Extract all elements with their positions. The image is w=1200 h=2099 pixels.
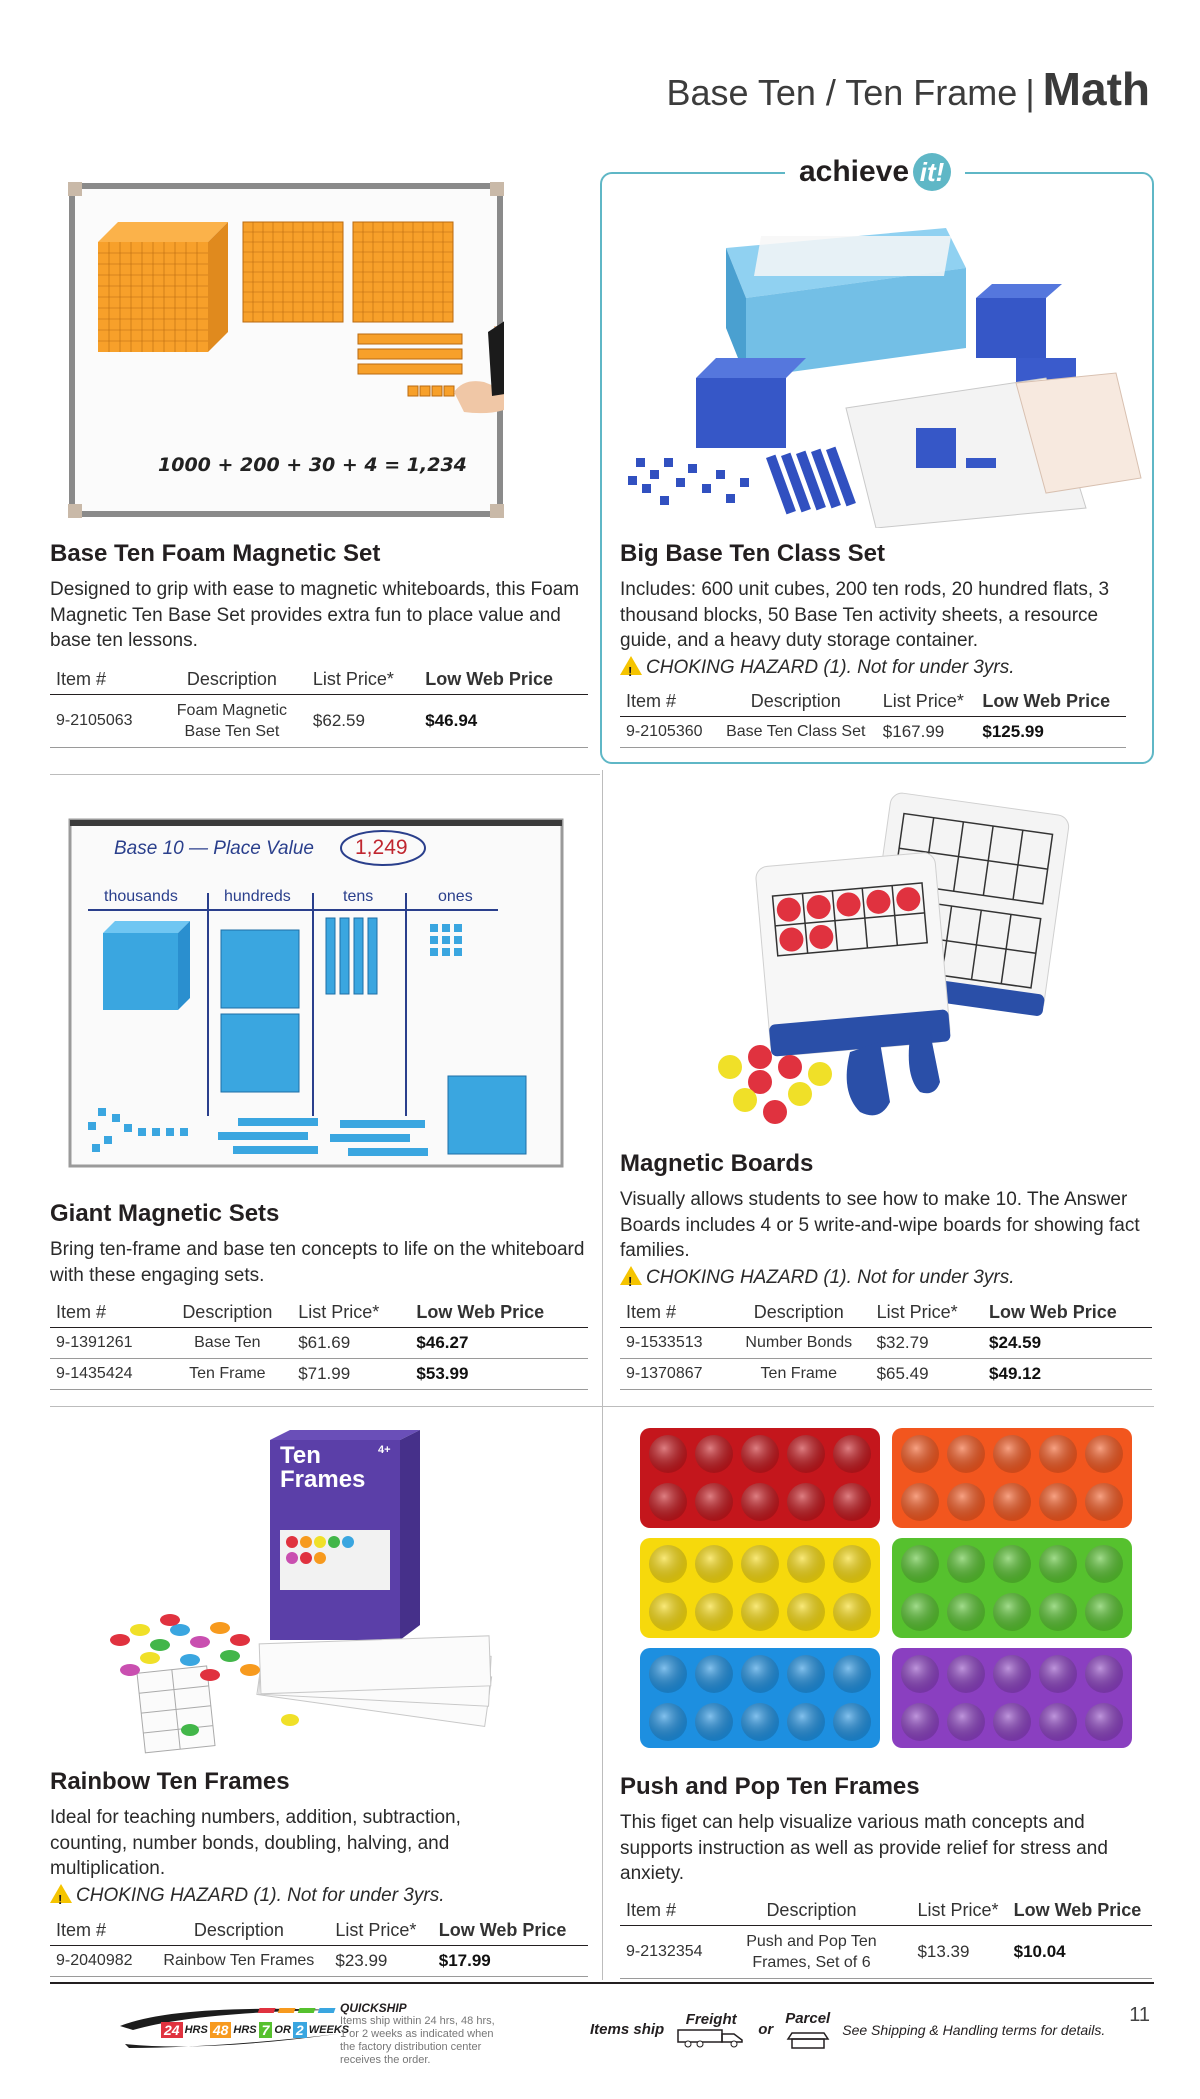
col-list-price: List Price* xyxy=(871,1298,983,1328)
badge-or: OR xyxy=(274,2024,291,2036)
product-description xyxy=(620,1187,1150,1290)
grid-divider-row2 xyxy=(50,1406,1154,1407)
list-price: $65.49 xyxy=(871,1359,983,1390)
product-image-push-pop xyxy=(636,1424,1136,1754)
product-title: Rainbow Ten Frames xyxy=(50,1768,290,1795)
choking-hazard-text: CHOKING HAZARD (1). Not for under 3yrs. xyxy=(646,1266,1015,1288)
product-price-table xyxy=(50,665,588,748)
col-item: Item # xyxy=(50,1298,163,1328)
product-title: Push and Pop Ten Frames xyxy=(620,1773,920,1800)
item-number: 9-2040982 xyxy=(50,1946,148,1977)
product-title: Base Ten Foam Magnetic Set xyxy=(50,540,381,567)
warning-icon xyxy=(50,1884,72,1903)
table-row xyxy=(50,1328,588,1359)
quickship-note-text: Items ship within 24 hrs, 48 hrs, 1 or 2 weeks as indicated when the factory distribution center receives the order. xyxy=(340,2015,495,2066)
table-row xyxy=(620,1926,1152,1979)
web-price: $125.99 xyxy=(976,717,1126,748)
col-description: Description xyxy=(715,687,877,717)
product-description: Bring ten-frame and base ten concepts to life on the whiteboard with these engaging sets. xyxy=(50,1239,585,1286)
col-label-thousands: thousands xyxy=(104,888,178,905)
col-label-ones: ones xyxy=(438,888,473,905)
quickship-title: QUICKSHIP xyxy=(340,2001,407,2015)
list-price: $62.59 xyxy=(307,695,419,748)
grid-divider-row1 xyxy=(50,774,600,775)
web-price: $49.12 xyxy=(983,1359,1152,1390)
grid-divider-vertical xyxy=(602,770,603,1980)
table-row xyxy=(50,695,588,748)
quickship-badges xyxy=(161,2022,349,2038)
col-list-price: List Price* xyxy=(307,665,419,695)
item-description: Base Ten Class Set xyxy=(715,717,877,748)
web-price: $17.99 xyxy=(433,1946,588,1977)
description-text: Includes: 600 unit cubes, 200 ten rods, 20 hundred flats, 3 thousand blocks, 50 Base Ten activity sheets, a resource guide, and a heavy duty storage container. xyxy=(620,579,1110,651)
table-row xyxy=(50,1359,588,1390)
product-description: Designed to grip with ease to magnetic whiteboards, this Foam Magnetic Ten Base Set provides extra fun to place value and base ten lessons. xyxy=(50,579,580,651)
web-price: $24.59 xyxy=(983,1328,1152,1359)
product-price-table xyxy=(620,1298,1152,1390)
product-description xyxy=(50,1805,520,1908)
web-price: $10.04 xyxy=(1008,1926,1152,1979)
badge-24: 24 xyxy=(161,2022,183,2038)
product-image-foam-magnetic xyxy=(68,182,504,518)
col-label-hundreds: hundreds xyxy=(224,888,291,905)
board-heading: Base 10 — Place Value xyxy=(114,838,314,859)
badge-1: 7 xyxy=(259,2022,273,2038)
badge-2: 2 xyxy=(293,2022,307,2038)
col-list-price: List Price* xyxy=(292,1298,410,1328)
place-value-board xyxy=(68,818,564,1168)
item-description: Number Bonds xyxy=(727,1328,871,1359)
web-price: $46.94 xyxy=(419,695,588,748)
achieve-logo-it: it! xyxy=(913,153,951,191)
description-text: Ideal for teaching numbers, addition, subtraction, counting, number bonds, doubling, halving, and multiplication. xyxy=(50,1807,461,1879)
col-list-price: List Price* xyxy=(877,687,977,717)
footer-divider xyxy=(50,1982,1154,1984)
col-description: Description xyxy=(711,1896,911,1926)
item-number: 9-1533513 xyxy=(620,1328,727,1359)
col-low-web-price: Low Web Price xyxy=(433,1916,588,1946)
quickship-note xyxy=(340,2002,500,2067)
col-description: Description xyxy=(727,1298,871,1328)
item-number: 9-2105360 xyxy=(620,717,715,748)
choking-hazard-text: CHOKING HAZARD (1). Not for under 3yrs. xyxy=(646,656,1015,678)
col-description: Description xyxy=(148,1916,329,1946)
col-low-web-price: Low Web Price xyxy=(983,1298,1152,1328)
item-number: 9-1370867 xyxy=(620,1359,727,1390)
badge-24-unit: HRS xyxy=(184,2024,208,2036)
item-number: 9-2105063 xyxy=(50,695,157,748)
truck-icon xyxy=(676,2028,746,2048)
col-item: Item # xyxy=(620,1896,711,1926)
col-low-web-price: Low Web Price xyxy=(976,687,1126,717)
col-list-price: List Price* xyxy=(329,1916,432,1946)
product-price-table xyxy=(50,1916,588,1977)
product-image-magnetic-boards xyxy=(700,782,1100,1132)
table-row xyxy=(620,1328,1152,1359)
col-description: Description xyxy=(163,1298,293,1328)
answer-boards-illustration xyxy=(700,782,1100,1132)
product-price-table xyxy=(620,687,1126,748)
badge-48-unit: HRS xyxy=(233,2024,257,2036)
list-price: $23.99 xyxy=(329,1946,432,1977)
col-low-web-price: Low Web Price xyxy=(1008,1896,1152,1926)
product-title: Giant Magnetic Sets xyxy=(50,1200,280,1227)
box-icon xyxy=(786,2027,830,2049)
board-number: 1,249 xyxy=(355,836,408,859)
table-row xyxy=(620,717,1126,748)
col-description: Description xyxy=(157,665,307,695)
equation-text: 1000 + 200 + 30 + 4 = 1,234 xyxy=(158,454,467,476)
page-header xyxy=(666,62,1150,116)
section-subtitle: Base Ten / Ten Frame xyxy=(666,72,1018,113)
item-description: Base Ten xyxy=(163,1328,293,1359)
list-price: $61.69 xyxy=(292,1328,410,1359)
item-description: Ten Frame xyxy=(163,1359,293,1390)
section-title: Math xyxy=(1042,63,1150,115)
item-number: 9-1435424 xyxy=(50,1359,163,1390)
quickship-logo xyxy=(115,2004,350,2054)
list-price: $71.99 xyxy=(292,1359,410,1390)
box-title: Ten Frames xyxy=(280,1442,366,1493)
item-description: Foam Magnetic Base Ten Set xyxy=(157,695,307,748)
badge-48: 48 xyxy=(210,2022,232,2038)
page-number: 11 xyxy=(1129,2004,1150,2026)
item-number: 9-1391261 xyxy=(50,1328,163,1359)
product-image-class-set xyxy=(616,208,1146,528)
col-item: Item # xyxy=(50,665,157,695)
or-label: or xyxy=(758,2021,774,2038)
choking-hazard-text: CHOKING HAZARD (1). Not for under 3yrs. xyxy=(76,1884,445,1906)
item-description: Rainbow Ten Frames xyxy=(148,1946,329,1977)
web-price: $53.99 xyxy=(410,1359,588,1390)
list-price: $13.39 xyxy=(911,1926,1007,1979)
table-row xyxy=(620,1359,1152,1390)
product-title: Big Base Ten Class Set xyxy=(620,540,885,567)
parcel-label: Parcel xyxy=(785,2010,831,2027)
item-number: 9-2132354 xyxy=(620,1926,711,1979)
product-image-rainbow-frames xyxy=(100,1430,530,1760)
col-list-price: List Price* xyxy=(911,1896,1007,1926)
product-price-table xyxy=(50,1298,588,1390)
warning-icon xyxy=(620,1266,642,1285)
warning-icon xyxy=(620,656,642,675)
shipping-info xyxy=(590,2010,1105,2049)
product-description xyxy=(620,577,1150,680)
item-description: Ten Frame xyxy=(727,1359,871,1390)
col-label-tens: tens xyxy=(343,888,374,905)
list-price: $167.99 xyxy=(877,717,977,748)
shipping-terms: See Shipping & Handling terms for details. xyxy=(842,2021,1106,2038)
list-price: $32.79 xyxy=(871,1328,983,1359)
col-low-web-price: Low Web Price xyxy=(410,1298,588,1328)
freight-truck-icon xyxy=(676,2011,746,2048)
product-description: This figet can help visualize various math concepts and supports instruction as well as provide relief for stress and anxiety. xyxy=(620,1812,1108,1884)
box-age: 4+ xyxy=(378,1444,391,1456)
freight-label: Freight xyxy=(685,2011,737,2028)
badge-weeks: WEEKS xyxy=(308,2024,350,2036)
class-set-illustration xyxy=(616,208,1146,528)
product-price-table xyxy=(620,1896,1152,1979)
achieve-logo-text: achieve xyxy=(798,155,910,188)
product-image-giant-magnetic xyxy=(68,818,564,1168)
header-separator: | xyxy=(1025,72,1035,113)
parcel-box-icon xyxy=(785,2010,830,2049)
col-item: Item # xyxy=(620,687,715,717)
col-low-web-price: Low Web Price xyxy=(419,665,588,695)
items-ship-label: Items ship xyxy=(590,2021,665,2038)
item-description: Push and Pop Ten Frames, Set of 6 xyxy=(711,1926,911,1979)
col-item: Item # xyxy=(50,1916,148,1946)
table-row xyxy=(50,1946,588,1977)
achieve-it-logo xyxy=(785,148,965,196)
description-text: Visually allows students to see how to make 10. The Answer Boards includes 4 or 5 write-and-wipe boards for showing fact families. xyxy=(620,1189,1140,1261)
product-title: Magnetic Boards xyxy=(620,1150,814,1177)
col-item: Item # xyxy=(620,1298,727,1328)
web-price: $46.27 xyxy=(410,1328,588,1359)
push-pop-illustration xyxy=(636,1424,1136,1754)
